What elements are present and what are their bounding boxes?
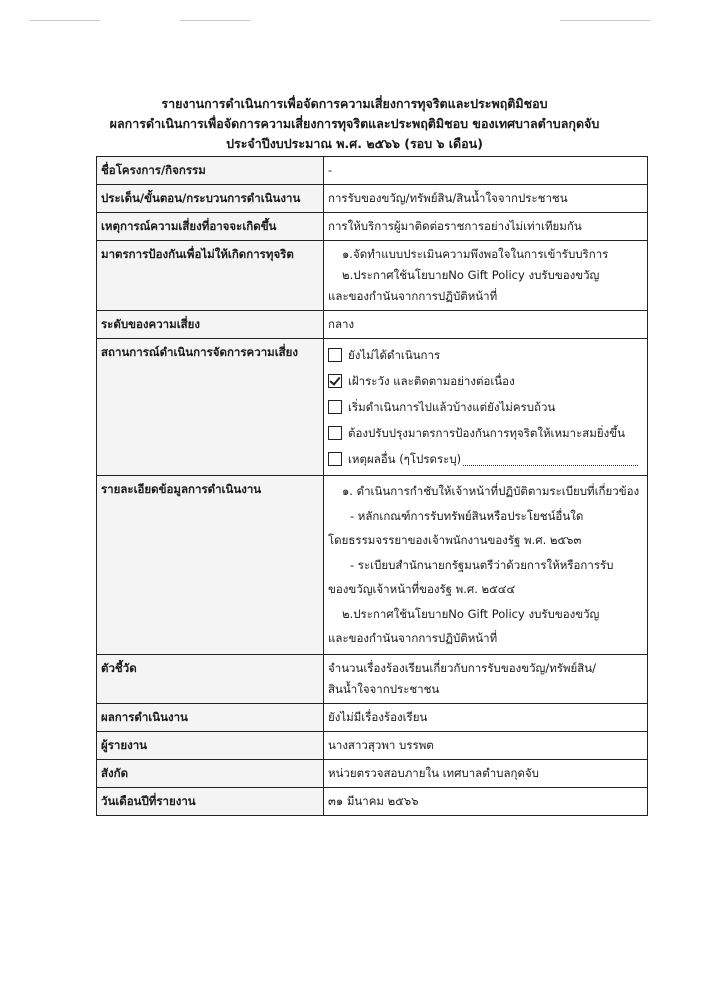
checkbox-icon[interactable] xyxy=(328,426,342,440)
status-option-monitoring[interactable] xyxy=(328,368,643,394)
heading-line-2: ผลการดำเนินการเพื่อจัดการความเสี่ยงการทุจริตและประพฤติมิชอบ ของเทศบาลตำบลกุดจับ xyxy=(109,116,600,131)
status-option-label: เริ่มดำเนินการไปแล้วบ้างแต่ยังไม่ครบถ้วน xyxy=(348,399,556,414)
dotted-fill-line xyxy=(463,453,638,466)
report-date-value: ๓๑ มีนาคม ๒๕๖๖ xyxy=(324,787,648,815)
checked-checkbox-icon[interactable] xyxy=(328,374,342,388)
prevention-label: มาตรการป้องกันเพื่อไม่ให้เกิดการทุจริต xyxy=(97,241,324,311)
affiliation-label: สังกัด xyxy=(97,759,324,787)
project-value: - xyxy=(324,157,648,185)
reporter-label: ผู้รายงาน xyxy=(97,731,324,759)
prevention-line-1: ๑.จัดทำแบบประเมินความพึงพอใจในการเข้ารับบริการ xyxy=(342,247,609,261)
risk-level-label: ระดับของความเสี่ยง xyxy=(97,311,324,339)
row-prevention xyxy=(97,241,648,311)
row-reporter xyxy=(97,731,648,759)
row-risk-level xyxy=(97,311,648,339)
status-option-label: ต้องปรับปรุงมาตรการป้องกันการทุจริตให้เหมาะสมยิ่งขึ้น xyxy=(348,425,625,440)
status-option-label: ยังไม่ได้ดำเนินการ xyxy=(348,347,441,362)
heading-line-1: รายงานการดำเนินการเพื่อจัดการความเสี่ยงการทุจริตและประพฤติมิชอบ xyxy=(161,96,548,111)
status-option-label: เหตุผลอื่น (ๆโปรดระบุ) xyxy=(348,451,462,466)
risk-level-value: กลาง xyxy=(324,311,648,339)
risk-event-label: เหตุการณ์ความเสี่ยงที่อาจจะเกิดขึ้น xyxy=(97,213,324,241)
report-date-label: วันเดือนปีที่รายงาน xyxy=(97,787,324,815)
status-options xyxy=(324,339,648,476)
checkbox-icon[interactable] xyxy=(328,452,342,466)
indicator-line-1: จำนวนเรื่องร้องเรียนเกี่ยวกับการรับของขวัญ/ทรัพย์สิน/ xyxy=(328,660,597,675)
indicator-value xyxy=(324,654,648,703)
row-risk-event xyxy=(97,213,648,241)
row-project xyxy=(97,157,648,185)
status-option-not-started[interactable] xyxy=(328,342,643,368)
checkbox-icon[interactable] xyxy=(328,400,342,414)
result-label: ผลการดำเนินงาน xyxy=(97,703,324,731)
row-report-date xyxy=(97,787,648,815)
details-line-1: ๑. ดำเนินการกำชับให้เจ้าหน้าที่ปฏิบัติตามระเบียบที่เกี่ยวข้อง xyxy=(342,484,640,498)
status-label: สถานการณ์ดำเนินการจัดการความเสี่ยง xyxy=(97,339,324,476)
row-indicator xyxy=(97,654,648,703)
prevention-line-2: ๒.ประกาศใช้นโยบายNo Gift Policy งบรับของขวัญ xyxy=(342,268,600,282)
details-line-5: ของขวัญเจ้าหน้าที่ของรัฐ พ.ศ. ๒๕๔๔ xyxy=(328,582,516,596)
checkbox-icon[interactable] xyxy=(328,348,342,362)
process-value: การรับของขวัญ/ทรัพย์สิน/สินน้ำใจจากประชาชน xyxy=(324,185,648,213)
details-line-6: ๒.ประกาศใช้นโยบายNo Gift Policy งบรับของขวัญ xyxy=(342,606,600,621)
report-table xyxy=(96,156,648,816)
heading-line-3: ประจำปีงบประมาณ พ.ศ. ๒๕๖๖ (รอบ ๖ เดือน) xyxy=(226,136,483,151)
row-status xyxy=(97,339,648,476)
reporter-value: นางสาวสุวพา บรรพต xyxy=(324,731,648,759)
risk-event-value: การให้บริการผู้มาติดต่อราชการอย่างไม่เท่าเทียมกัน xyxy=(324,213,648,241)
status-option-partial[interactable] xyxy=(328,394,643,420)
status-option-other[interactable] xyxy=(328,446,643,472)
row-details xyxy=(97,476,648,655)
prevention-line-3: และของกำนันจากการปฏิบัติหน้าที่ xyxy=(328,289,498,303)
result-value: ยังไม่มีเรื่องร้องเรียน xyxy=(324,703,648,731)
row-result xyxy=(97,703,648,731)
indicator-line-2: สินน้ำใจจากประชาชน xyxy=(328,681,440,696)
document-heading xyxy=(0,94,709,154)
scan-mark-left xyxy=(30,20,100,21)
details-line-3: โดยธรรมจรรยาของเจ้าพนักงานของรัฐ พ.ศ. ๒๕๖๓ xyxy=(328,533,582,547)
details-line-2: - หลักเกณฑ์การรับทรัพย์สินหรือประโยชน์อื่นใด xyxy=(350,508,584,523)
status-option-improve[interactable] xyxy=(328,420,643,446)
scan-mark-middle xyxy=(180,20,250,21)
details-line-7: และของกำนันจากการปฏิบัติหน้าที่ xyxy=(328,631,498,645)
details-label: รายละเอียดข้อมูลการดำเนินงาน xyxy=(97,476,324,655)
process-label: ประเด็น/ขั้นตอน/กระบวนการดำเนินงาน xyxy=(97,185,324,213)
row-process xyxy=(97,185,648,213)
prevention-value xyxy=(324,241,648,311)
row-affiliation xyxy=(97,759,648,787)
indicator-label: ตัวชี้วัด xyxy=(97,654,324,703)
status-option-label: เฝ้าระวัง และติดตามอย่างต่อเนื่อง xyxy=(348,373,515,388)
details-line-4: - ระเบียบสำนักนายกรัฐมนตรีว่าด้วยการให้หรือการรับ xyxy=(350,557,614,572)
project-label: ชื่อโครงการ/กิจกรรม xyxy=(97,157,324,185)
details-value xyxy=(324,476,648,655)
scan-mark-right xyxy=(560,20,650,21)
affiliation-value: หน่วยตรวจสอบภายใน เทศบาลตำบลกุดจับ xyxy=(324,759,648,787)
